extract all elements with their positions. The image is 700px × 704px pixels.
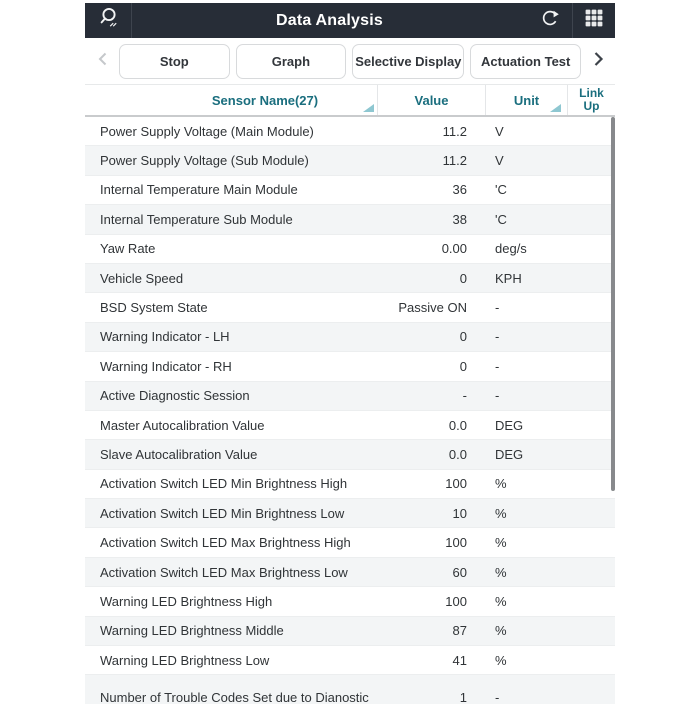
chevron-right-icon (591, 51, 605, 72)
value-cell: 100 (445, 476, 467, 492)
sensor-name-cell: Warning Indicator - LH (100, 329, 230, 345)
unit-cell: 'C (495, 211, 507, 227)
unit-cell: - (495, 690, 500, 704)
column-header-sensor-name[interactable] (85, 85, 377, 115)
unit-cell: KPH (495, 270, 522, 286)
sensor-name-cell: Number of Trouble Codes Set due to Dianostic (100, 690, 369, 704)
table-row[interactable] (85, 470, 615, 499)
unit-cell: - (495, 329, 500, 345)
sensor-name-header-label: Sensor Name(27) (211, 92, 319, 108)
value-cell: 0 (459, 270, 467, 286)
refresh-button[interactable] (527, 3, 572, 38)
sensor-name-cell: Warning LED Brightness Middle (100, 623, 284, 639)
stop-button[interactable]: Stop (119, 44, 230, 79)
column-header-value[interactable] (377, 85, 485, 115)
value-cell: 36 (452, 182, 467, 198)
table-row[interactable] (85, 264, 615, 293)
sensor-name-cell: Activation Switch LED Min Brightness High (100, 476, 348, 492)
value-cell: 0.0 (448, 417, 467, 433)
unit-cell: V (495, 153, 504, 169)
sort-indicator-icon (550, 104, 561, 112)
unit-cell: DEG (495, 417, 524, 433)
table-row[interactable] (85, 440, 615, 469)
sensor-name-cell: Power Supply Voltage (Main Module) (100, 123, 314, 139)
unit-cell: - (495, 358, 500, 374)
search-button[interactable] (85, 3, 132, 38)
value-cell: 87 (452, 623, 467, 639)
value-cell: 41 (452, 652, 467, 668)
sensor-name-cell: Warning LED Brightness Low (100, 652, 270, 668)
sensor-name-cell: Master Autocalibration Value (100, 417, 265, 433)
link-up-header-label: Link Up (579, 86, 604, 113)
table-row[interactable] (85, 675, 615, 704)
sensor-name-cell: Activation Switch LED Min Brightness Low (100, 505, 345, 521)
chevron-left-icon (96, 51, 110, 72)
sensor-name-cell: Power Supply Voltage (Sub Module) (100, 153, 309, 169)
column-header-link-up[interactable] (567, 85, 615, 115)
table-row[interactable] (85, 646, 615, 675)
unit-cell: 'C (495, 182, 507, 198)
sensor-name-cell: Activation Switch LED Max Brightness Low (100, 564, 348, 580)
table-row[interactable] (85, 205, 615, 234)
table-row[interactable] (85, 146, 615, 175)
sensor-name-cell: Slave Autocalibration Value (100, 446, 258, 462)
unit-cell: - (495, 300, 500, 316)
toolbar (85, 38, 615, 84)
value-cell: Passive ON (398, 300, 467, 316)
value-cell: - (462, 388, 467, 404)
table-row[interactable] (85, 617, 615, 646)
unit-cell: DEG (495, 446, 524, 462)
unit-cell: V (495, 123, 504, 139)
grid-menu-button[interactable] (573, 3, 615, 38)
unit-cell: % (495, 505, 507, 521)
value-cell: 0.0 (448, 446, 467, 462)
sensor-name-cell: Warning LED Brightness High (100, 593, 273, 609)
actuation-test-button[interactable]: Actuation Test (470, 44, 581, 79)
scrollbar[interactable] (611, 117, 615, 491)
sort-indicator-icon (363, 104, 374, 112)
sensor-name-cell: Activation Switch LED Max Brightness High (100, 535, 351, 551)
sensor-name-cell: BSD System State (100, 300, 208, 316)
sensor-name-cell: Vehicle Speed (100, 270, 184, 286)
unit-cell: % (495, 623, 507, 639)
value-cell: 0 (459, 358, 467, 374)
value-cell: 11.2 (442, 153, 467, 169)
table-row[interactable] (85, 528, 615, 557)
value-cell: 100 (445, 593, 467, 609)
unit-cell: deg/s (495, 241, 527, 257)
value-cell: 0 (459, 329, 467, 345)
unit-cell: % (495, 535, 507, 551)
grid-menu-icon (584, 8, 604, 33)
sensor-name-cell: Active Diagnostic Session (100, 388, 250, 404)
prev-page-button[interactable] (92, 44, 113, 79)
unit-cell: % (495, 564, 507, 580)
table-row[interactable] (85, 382, 615, 411)
sensor-name-cell: Internal Temperature Main Module (100, 182, 298, 198)
table-row[interactable] (85, 323, 615, 352)
selective-display-button[interactable]: Selective Display (352, 44, 464, 79)
value-cell: 10 (452, 505, 467, 521)
search-icon (95, 5, 121, 36)
table-row[interactable] (85, 117, 615, 146)
unit-header-label: Unit (513, 92, 540, 108)
graph-button[interactable]: Graph (236, 44, 347, 79)
unit-cell: % (495, 476, 507, 492)
value-cell: 1 (459, 690, 467, 704)
table-row[interactable] (85, 587, 615, 616)
table-row[interactable] (85, 235, 615, 264)
table-header (85, 84, 615, 117)
sensor-name-cell: Yaw Rate (100, 241, 156, 257)
column-header-unit[interactable] (485, 85, 567, 115)
value-cell: 38 (452, 211, 467, 227)
table-body (85, 117, 615, 704)
next-page-button[interactable] (587, 44, 608, 79)
unit-cell: - (495, 388, 500, 404)
table-row[interactable] (85, 293, 615, 322)
value-cell: 60 (452, 564, 467, 580)
value-cell: 0.00 (441, 241, 467, 257)
value-header-label: Value (414, 92, 449, 108)
table-row[interactable] (85, 352, 615, 381)
table-row[interactable] (85, 499, 615, 528)
value-cell: 100 (445, 535, 467, 551)
unit-cell: % (495, 652, 507, 668)
refresh-icon (540, 8, 560, 33)
value-cell: 11.2 (442, 123, 467, 139)
sensor-name-cell: Internal Temperature Sub Module (100, 211, 293, 227)
table-row[interactable] (85, 411, 615, 440)
app-bar (85, 3, 615, 38)
unit-cell: % (495, 593, 507, 609)
table-row[interactable] (85, 558, 615, 587)
page-title: Data Analysis (276, 11, 383, 29)
sensor-name-cell: Warning Indicator - RH (100, 358, 232, 374)
table-row[interactable] (85, 176, 615, 205)
